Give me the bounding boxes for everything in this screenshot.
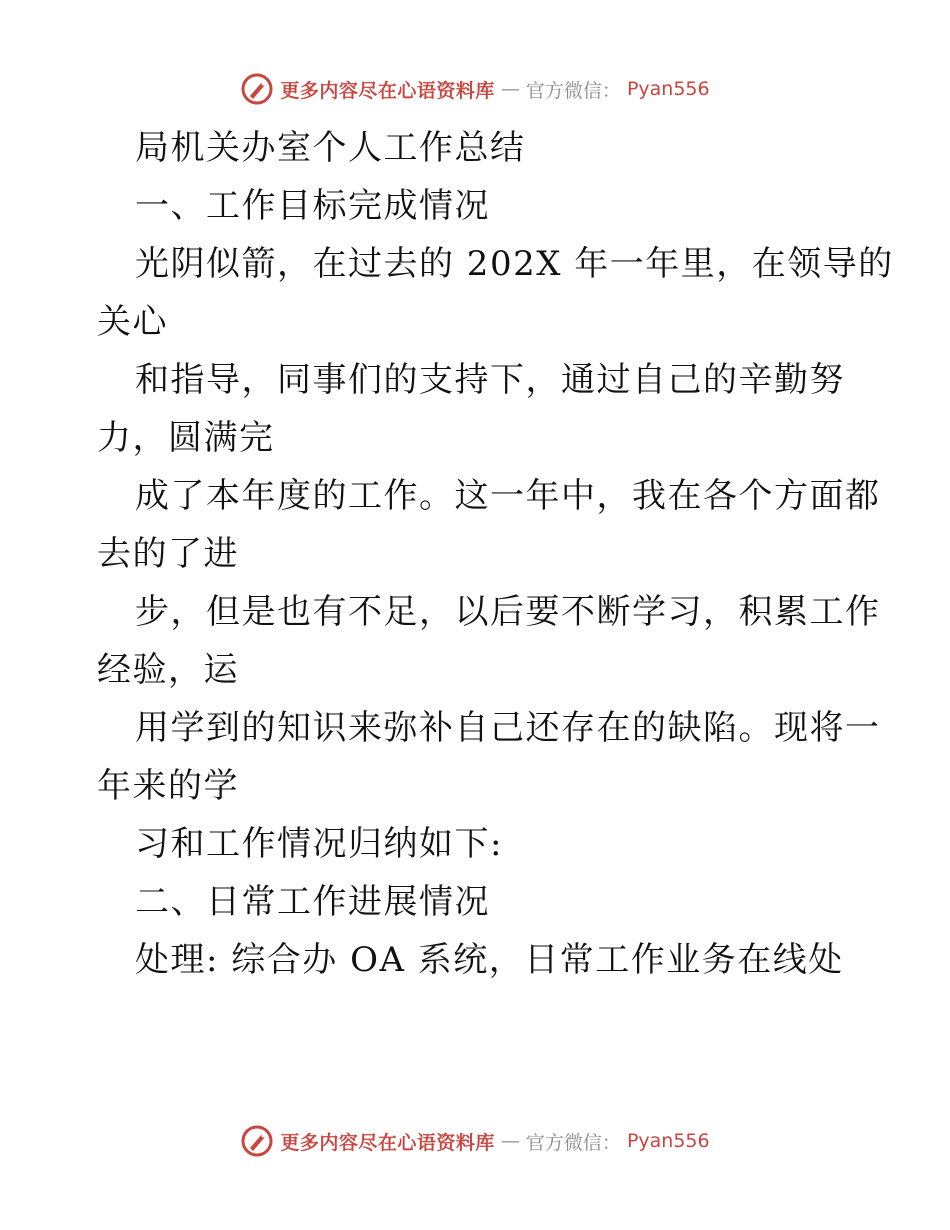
paragraph-line: 用学到的知识来弥补自己还存在的缺陷。现将一	[135, 708, 881, 748]
paragraph-line: 习和工作情况归纳如下:	[135, 824, 503, 864]
paragraph-line: 关心	[97, 302, 168, 342]
watermark-label: 官方微信：	[525, 79, 621, 102]
watermark-wechat-id: Pyan556	[626, 1130, 710, 1152]
paragraph-line: 光阴似箭，在过去的 202X 年一年里，在领导的	[135, 244, 894, 284]
paragraph-line: 去的了进	[97, 534, 239, 574]
section-heading: 二、日常工作进展情况	[135, 882, 490, 922]
header-watermark	[0, 72, 950, 106]
footer-watermark	[0, 1124, 950, 1158]
watermark-separator: —	[500, 1130, 520, 1152]
paragraph-line: 和指导，同事们的支持下，通过自己的辛勤努	[135, 360, 845, 400]
section-heading: 一、工作目标完成情况	[135, 186, 490, 226]
paragraph-line: 年来的学	[97, 766, 239, 806]
watermark-brand: 更多内容尽在心语资料库	[280, 1131, 495, 1154]
paragraph-line: 成了本年度的工作。这一年中，我在各个方面都	[135, 476, 881, 516]
pen-logo-icon	[240, 72, 274, 106]
document-title: 局机关办室个人工作总结	[135, 128, 526, 168]
watermark-label: 官方微信：	[525, 1131, 621, 1154]
watermark-wechat-id: Pyan556	[626, 78, 710, 100]
paragraph-line: 力，圆满完	[97, 418, 275, 458]
paragraph-line: 步，但是也有不足，以后要不断学习，积累工作	[135, 592, 881, 632]
watermark-separator: —	[500, 78, 520, 100]
paragraph-line: 处理: 综合办 OA 系统，日常工作业务在线处	[135, 940, 844, 980]
paragraph-line: 经验，运	[97, 650, 239, 690]
pen-logo-icon	[240, 1124, 274, 1158]
watermark-brand: 更多内容尽在心语资料库	[280, 79, 495, 102]
